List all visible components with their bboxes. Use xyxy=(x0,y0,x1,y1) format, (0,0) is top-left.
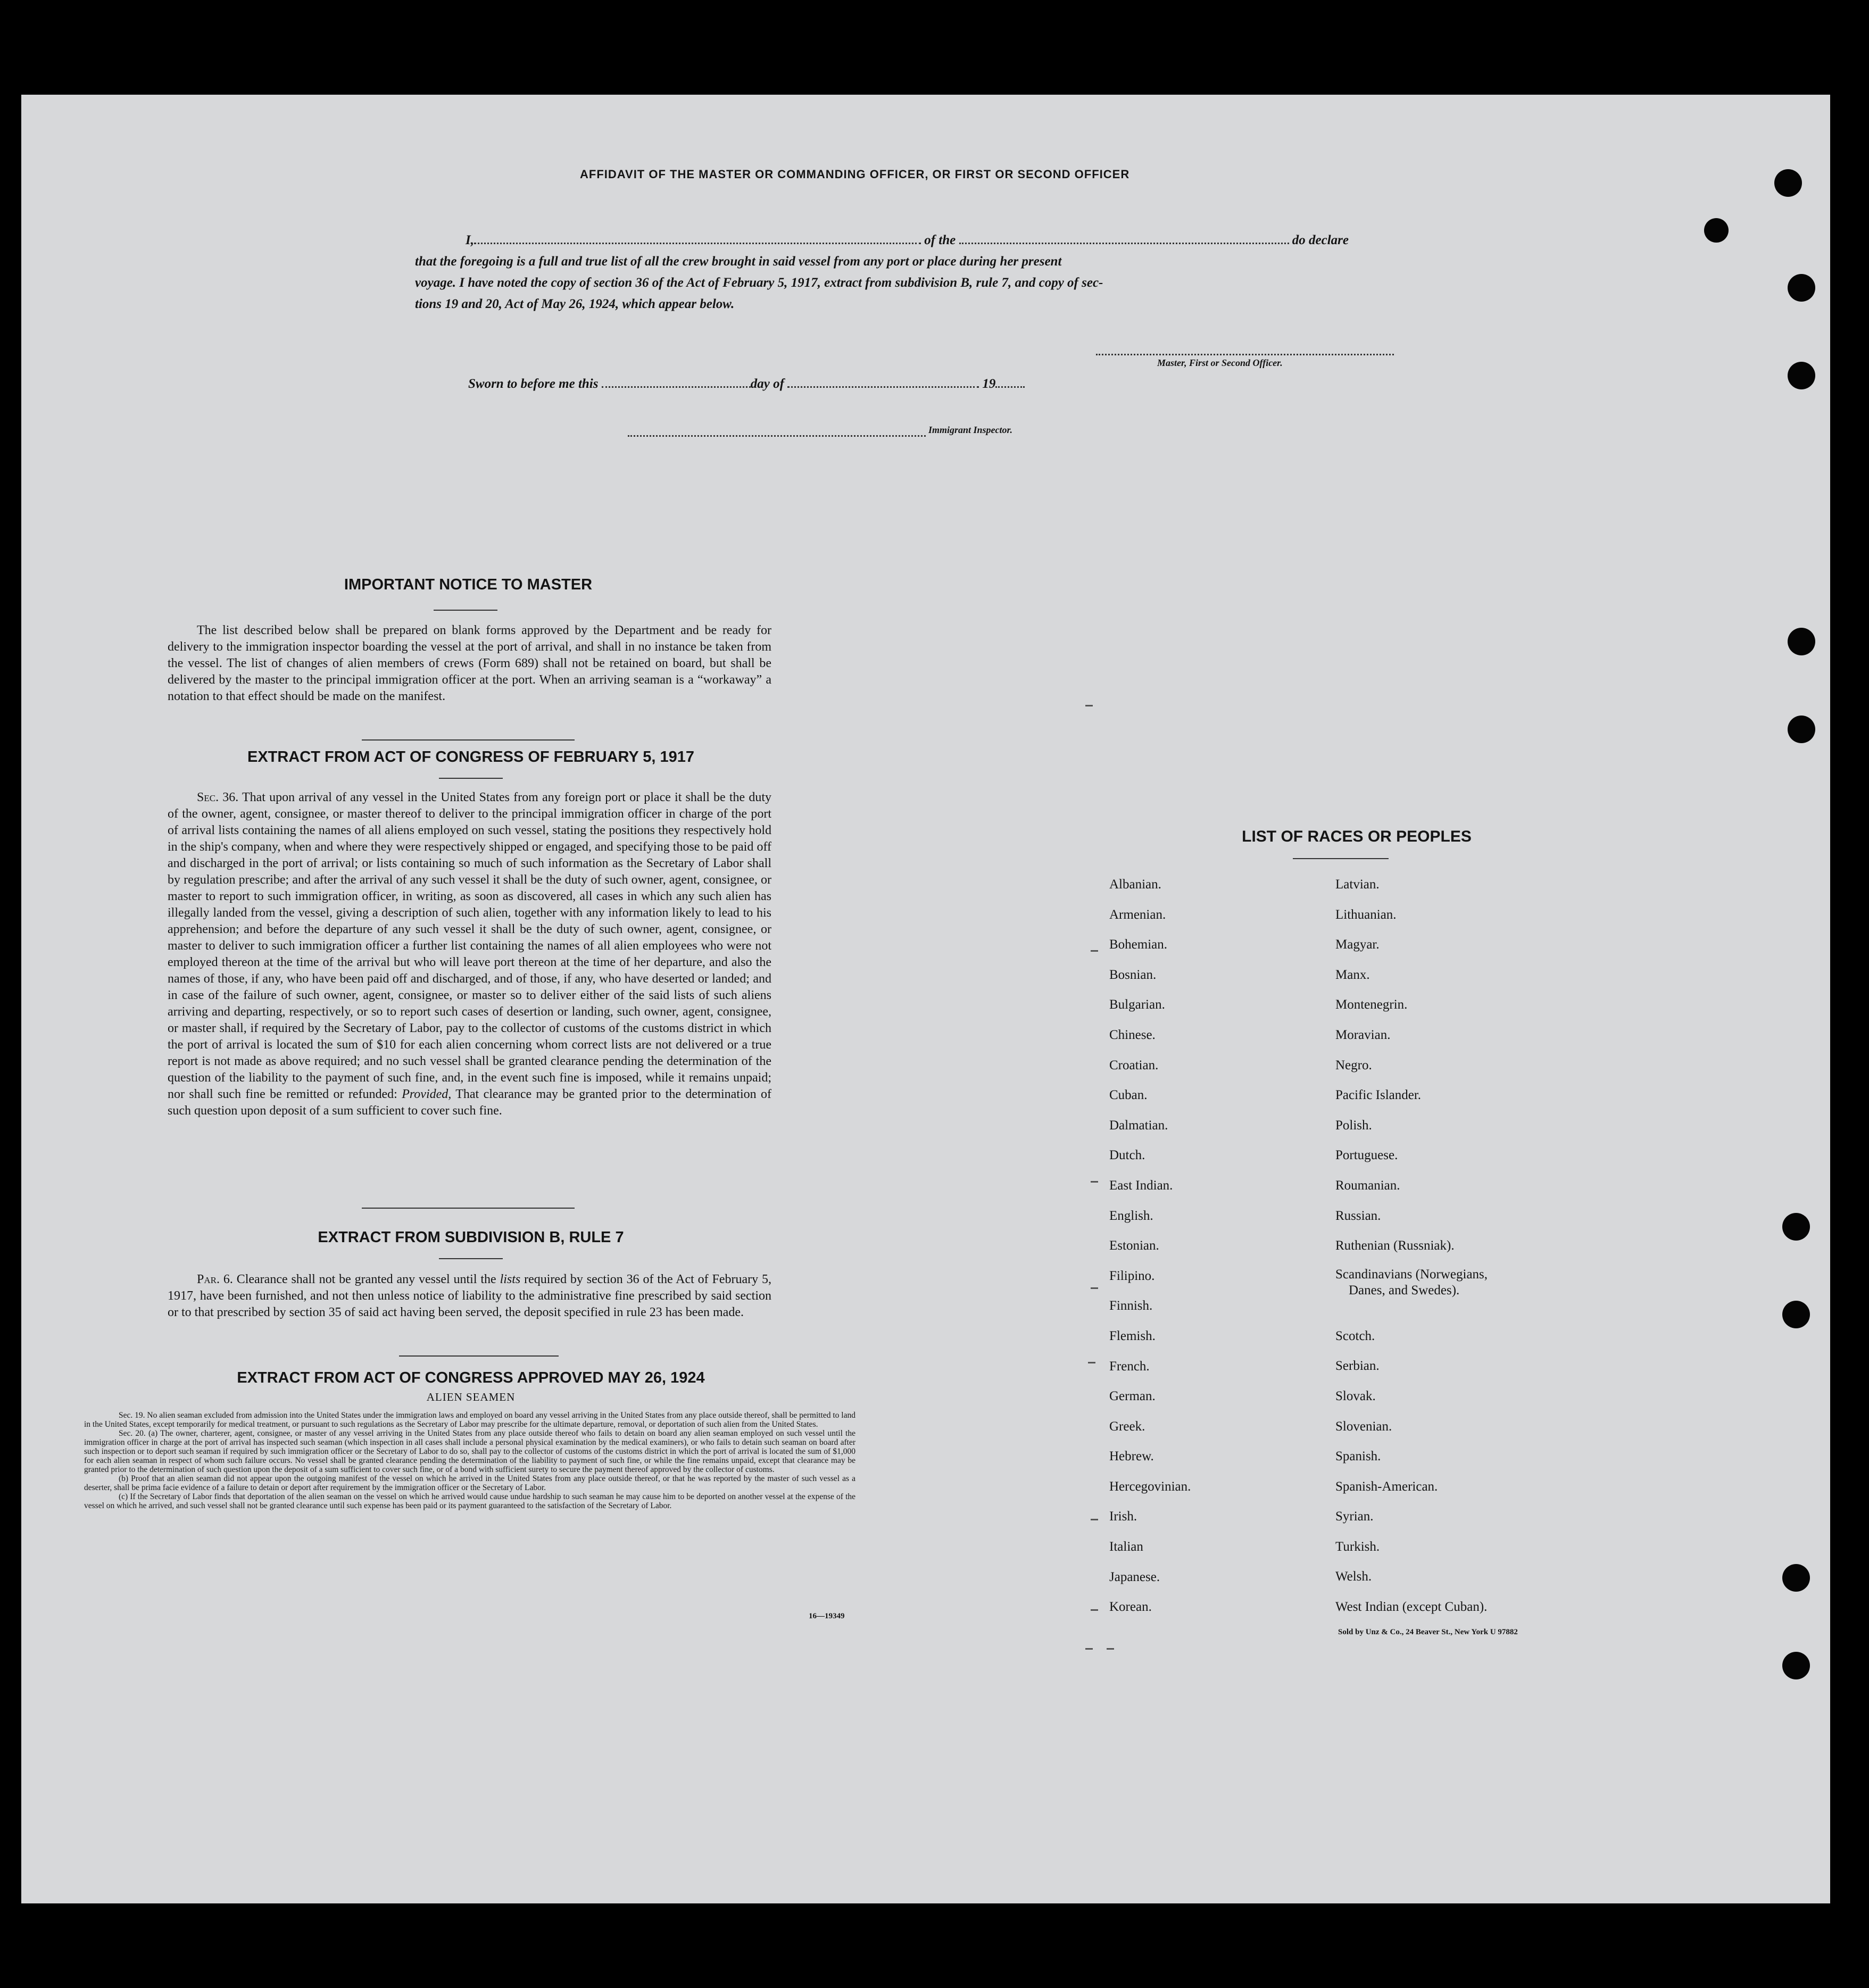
race-item: East Indian. xyxy=(1109,1178,1173,1193)
tick-mark xyxy=(1085,1648,1093,1650)
binder-hole xyxy=(1704,218,1729,243)
race-item: Estonian. xyxy=(1109,1238,1159,1253)
affidavit-line-4: tions 19 and 20, Act of May 26, 1924, which appear below. xyxy=(415,297,735,311)
affidavit-line-2: that the foregoing is a full and true list of all the crew brought in said vessel from any port or place during her present xyxy=(415,254,1062,269)
affidavit-declare: do declare xyxy=(1292,233,1349,247)
sec-36-label: Sec. 36. xyxy=(197,791,239,804)
binder-hole xyxy=(1782,1564,1810,1592)
race-item: Roumanian. xyxy=(1335,1178,1400,1193)
affidavit-of-the: of the xyxy=(924,233,956,247)
inspector-signature-line[interactable] xyxy=(628,435,926,437)
binder-hole xyxy=(1788,274,1815,302)
race-item: Albanian. xyxy=(1109,877,1161,892)
race-item: Portuguese. xyxy=(1335,1148,1398,1163)
heading-rule xyxy=(434,610,497,611)
race-item: Syrian. xyxy=(1335,1509,1374,1524)
tick-mark xyxy=(1091,1287,1098,1289)
race-item: Turkish. xyxy=(1335,1539,1380,1554)
inspector-label: Immigrant Inspector. xyxy=(928,425,1013,435)
race-item-line: Danes, and Swedes). xyxy=(1349,1283,1460,1297)
race-item: Spanish. xyxy=(1335,1449,1381,1464)
races-column-2 xyxy=(1335,870,1488,1623)
sec-36-text-end: That clearance may be granted prior to the determination of such question upon deposit of a sum sufficient to cover such fine. xyxy=(168,1087,772,1118)
sworn-day-blank[interactable] xyxy=(602,386,751,388)
race-item: French. xyxy=(1109,1359,1150,1374)
sworn-line xyxy=(468,377,1025,392)
affidavit-text xyxy=(415,230,1426,315)
binder-hole xyxy=(1782,1652,1810,1679)
race-item: Slovak. xyxy=(1335,1388,1376,1403)
race-item: Croatian. xyxy=(1109,1058,1159,1072)
binder-hole xyxy=(1782,1213,1810,1241)
race-item: Dutch. xyxy=(1109,1148,1145,1163)
affidavit-i: I, xyxy=(466,233,474,247)
race-item: Russian. xyxy=(1335,1208,1381,1223)
race-item: Montenegrin. xyxy=(1335,997,1408,1012)
race-item: Bosnian. xyxy=(1109,967,1157,982)
heading-rule xyxy=(439,1258,503,1259)
sec-19-text: Sec. 19. No alien seaman excluded from admission into the United States under the immigration laws and employed on board any vessel arriving in the United States from any place outside thereof, shall be permitted to land in the United States, except temporarily for medical treatment, or pursuant to such regulations as the Secretary of Labor may prescribe for the ultimate departure, removal, or deportation of such alien from the United States. xyxy=(84,1411,855,1429)
lists-word: lists xyxy=(500,1272,521,1286)
affidavit-title: AFFIDAVIT OF THE MASTER OR COMMANDING OFFICER, OR FIRST OR SECOND OFFICER xyxy=(580,168,1130,181)
sec-20a-text: Sec. 20. (a) The owner, charterer, agent, consignee, or master of any vessel arriving in the United States from any place outside thereof who fails to detain on board any alien seaman employed on such vessel until the immigration officer in charge at the port of arrival has inspected such seaman (which inspection in all cases shall include a personal physical examination by the medical examiners), or who fails to detain such seaman on board after such inspection or to deport such seaman if required by such immigration officer or the Secretary of Labor to do so, shall pay to the collector of customs of the customs district in which the port of arrival is located the sum of $1,000 for each alien seaman in respect of whom such failure occurs. No vessel shall be granted clearance pending the determination of the liability to payment of such fine, or while the fine remains unpaid, except that clearance may be granted prior to the determination of such question upon the deposit of a sum sufficient to cover such fine, or of a bond with sufficient surety to secure the payment thereof approved by the collector of customs. xyxy=(84,1429,855,1474)
race-item: Lithuanian. xyxy=(1335,907,1397,922)
name-blank[interactable] xyxy=(474,243,921,244)
race-item: Manx. xyxy=(1335,967,1370,982)
race-item: Bulgarian. xyxy=(1109,997,1165,1012)
master-signature-line[interactable] xyxy=(1096,354,1394,355)
rule7-body xyxy=(168,1271,771,1321)
race-item: Italian xyxy=(1109,1540,1143,1554)
binder-hole xyxy=(1788,628,1815,655)
par-6-text-b: required by section 36 of the Act of February 5, 1917, have been furnished, and not then unless notice of liability to the administrative fine prescribed by said section or to that prescribed by section 35 of said act having been served, the deposit specified in rule 23 has been made. xyxy=(168,1272,772,1319)
sec-36-text: That upon arrival of any vessel in the United States from any foreign port or place it shall be the duty of the owner, agent, consignee, or master thereof to deliver to the principal immigration officer in charge of the port of arrival lists containing the names of all aliens employed on such vessel, stating the positions they respectively hold in the ship's company, when and where they were respectively shipped or engaged, and specifying those to be paid off and discharged in the port of arrival; or lists containing so much of such information as the Secretary of Labor shall by regulation prescribe; and after the arrival of any such vessel it shall be the duty of such owner, agent, consignee, or master to report to such immigration officer, in writing, as soon as discovered, all cases in which any such alien has illegally landed from the vessel, giving a description of such alien, together with any information likely to lead to his apprehension; and before the departure of any such vessel it shall be the duty of such owner, agent, consignee, or master to deliver to such immigration officer a further list containing the names of all alien employees who were not employed thereon at the time of the arrival but who will leave port thereon at the time of her departure, and also the names of those, if any, who have been paid off and discharged, and of those, if any, who have deserted or landed; and in case of the failure of such owner, agent, consignee, or master so to deliver either of the said lists of such aliens arriving and departing, respectively, or so to report such cases of desertion or landing, such owner, agent, consignee, or master shall, if required by the Secretary of Labor, pay to the collector of customs of the customs district in which the port of arrival is located the sum of $10 for each alien concerning whom correct lists are not delivered or a true report is not made as above required; and no such vessel shall be granted clearance pending the determination of the question of the liability to the payment of such fine, and, in the event such fine is imposed, while it remains unpaid; nor shall such fine be remitted or refunded: xyxy=(168,791,771,1101)
sworn-month-blank[interactable] xyxy=(787,386,979,388)
printer-imprint: Sold by Unz & Co., 24 Beaver St., New York U 97882 xyxy=(1338,1628,1518,1636)
race-item: Magyar. xyxy=(1335,937,1380,952)
race-item: Serbian. xyxy=(1335,1359,1380,1374)
extract-1924-body xyxy=(84,1411,855,1510)
race-item: Moravian. xyxy=(1335,1027,1391,1042)
race-item-line: Scandinavians (Norwegians, xyxy=(1335,1267,1488,1282)
race-item: Japanese. xyxy=(1109,1569,1160,1584)
tick-mark xyxy=(1088,1362,1095,1363)
tick-mark xyxy=(1107,1648,1114,1650)
extract-1924-heading: EXTRACT FROM ACT OF CONGRESS APPROVED MAY 26, 1924 xyxy=(237,1369,705,1386)
sec-20c-text: (c) If the Secretary of Labor finds that deportation of the alien seaman on the vessel on which he arrived would cause undue hardship to such seaman he may cause him to be deported on another vessel at the expense of the vessel on which he arrived, and such vessel shall not be granted clearance until such expense has been paid or its payment guaranteed to the satisfaction of the Secretary of Labor. xyxy=(84,1492,855,1510)
race-item: Pacific Islander. xyxy=(1335,1088,1422,1103)
tick-mark xyxy=(1085,705,1093,706)
sec-20b-text: (b) Proof that an alien seaman did not appear upon the outgoing manifest of the vessel on which he arrived in the United States from any place outside thereof, or that he was reported by the master of such vessel as a deserter, shall be prima facie evidence of a failure to detain or deport after requirement by the immigration officer or the Secretary of Labor. xyxy=(84,1474,855,1492)
master-label: Master, First or Second Officer. xyxy=(1157,357,1283,368)
tick-mark xyxy=(1091,1609,1098,1611)
binder-hole xyxy=(1788,362,1815,389)
notice-body: The list described below shall be prepared on blank forms approved by the Department and be ready for delivery to the immigration inspector boarding the vessel at the port of arrival, and shall in no instance be taken from the vessel. The list of changes of alien members of crews (Form 689) shall not be retained on board, but shall be delivered by the master to the principal immigration officer at the port. When an arriving seaman is a “workaway” a notation to that effect should be made on the manifest. xyxy=(168,623,771,703)
affidavit-line-3: voyage. I have noted the copy of section 36 of the Act of February 5, 1917, extract from subdivision B, rule 7, and copy of sec- xyxy=(415,276,1103,290)
heading-rule xyxy=(439,778,503,779)
race-item: Chinese. xyxy=(1109,1027,1156,1042)
race-item: Scotch. xyxy=(1335,1328,1375,1343)
races-column-1 xyxy=(1109,870,1191,1623)
race-item: Spanish-American. xyxy=(1335,1479,1438,1494)
tick-mark xyxy=(1091,950,1098,952)
race-item: Greek. xyxy=(1109,1419,1145,1434)
race-item: Ruthenian (Russniak). xyxy=(1335,1238,1455,1253)
par-6-text-a: Clearance shall not be granted any vessel until the xyxy=(236,1272,496,1286)
sworn-label: Sworn to before me this xyxy=(468,377,599,391)
race-item: Latvian. xyxy=(1335,877,1380,892)
provided-word: Provided, xyxy=(402,1087,452,1101)
race-item: Polish. xyxy=(1335,1118,1372,1133)
race-item: Filipino. xyxy=(1109,1268,1155,1283)
race-item: Hercegovinian. xyxy=(1109,1479,1191,1494)
extract-1917-body xyxy=(168,789,771,1119)
race-item: English. xyxy=(1109,1208,1153,1223)
race-item: Bohemian. xyxy=(1109,937,1168,952)
race-item: Slovenian. xyxy=(1335,1419,1392,1434)
binder-hole xyxy=(1788,716,1815,743)
race-item: Cuban. xyxy=(1109,1088,1148,1103)
heading-rule xyxy=(1293,858,1389,859)
race-item: Negro. xyxy=(1335,1058,1372,1072)
race-item: Welsh. xyxy=(1335,1569,1372,1584)
race-item: Finnish. xyxy=(1109,1299,1153,1313)
races-heading: LIST OF RACES OR PEOPLES xyxy=(1242,828,1472,845)
tick-mark xyxy=(1091,1181,1098,1183)
race-item: Korean. xyxy=(1109,1600,1152,1615)
day-of-label: day of xyxy=(750,377,784,391)
alien-seamen-subheading: ALIEN SEAMEN xyxy=(426,1391,516,1403)
race-item: Dalmatian. xyxy=(1109,1118,1168,1133)
race-item: West Indian (except Cuban). xyxy=(1335,1600,1488,1615)
race-item: Hebrew. xyxy=(1109,1449,1154,1464)
race-item: German. xyxy=(1109,1389,1156,1404)
par-6-label: Par. 6. xyxy=(197,1272,233,1286)
extract-1917-heading: EXTRACT FROM ACT OF CONGRESS OF FEBRUARY 5, 1917 xyxy=(247,748,695,766)
divider-rule xyxy=(362,1208,575,1209)
divider-rule xyxy=(399,1355,559,1357)
race-item-scandinavians xyxy=(1335,1261,1488,1321)
sworn-year-blank[interactable] xyxy=(995,386,1025,388)
binder-hole xyxy=(1774,169,1802,197)
race-item: Irish. xyxy=(1109,1509,1137,1524)
notice-heading: IMPORTANT NOTICE TO MASTER xyxy=(344,576,593,593)
tick-mark xyxy=(1091,1519,1098,1520)
race-item: Armenian. xyxy=(1109,907,1166,922)
vessel-blank[interactable] xyxy=(959,243,1289,244)
divider-rule xyxy=(362,739,575,741)
year-label: 19 xyxy=(982,377,996,391)
form-number: 16—19349 xyxy=(809,1612,845,1620)
race-item: Flemish. xyxy=(1109,1328,1156,1343)
binder-hole xyxy=(1782,1301,1810,1328)
rule7-heading: EXTRACT FROM SUBDIVISION B, RULE 7 xyxy=(318,1229,624,1246)
